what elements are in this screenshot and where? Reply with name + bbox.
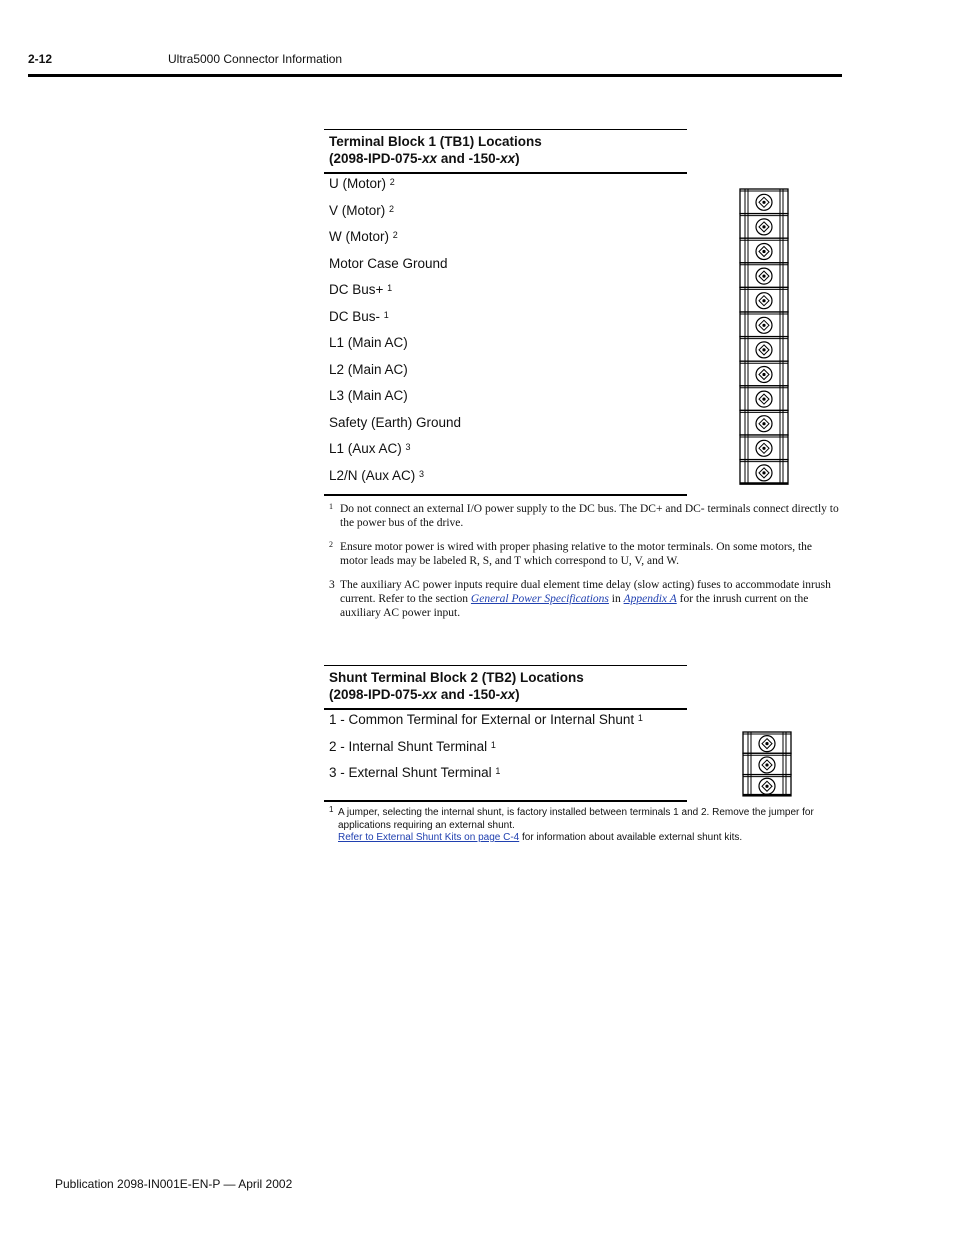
tb1-row: L1 (Aux AC) $^3$	[329, 441, 411, 456]
page-header	[28, 52, 842, 74]
tb1-title-line2: (2098-IPD-075-xx and -150-xx)	[329, 151, 520, 166]
terminal-cell	[740, 238, 788, 263]
tb2-title-line2: (2098-IPD-075-xx and -150-xx)	[329, 687, 520, 702]
tb1-row: DC Bus- $^1$	[329, 308, 389, 324]
tb2-table-bottom-rule	[324, 800, 687, 802]
tb1-terminal-strip-diagram	[738, 187, 790, 490]
screw-center	[762, 373, 765, 376]
page-number: 2-12	[28, 52, 53, 66]
terminal-cell	[740, 386, 788, 411]
terminal-cell	[740, 189, 788, 214]
tb2-terminal-list	[329, 710, 643, 790]
tb2-terminal-strip-diagram	[741, 730, 793, 798]
terminal-cell	[740, 361, 788, 386]
tb1-footnote-3: 3 The auxiliary AC power inputs require dual element time delay (slow acting) fuses to accommodate inrush current. Refer to the section General Power Specifications in Appendix A for the inrush current on the auxiliary AC power input.	[329, 579, 831, 619]
screw-center	[762, 250, 765, 253]
running-title: Ultra5000 Connector Information	[168, 52, 343, 66]
terminal-cell	[740, 287, 788, 312]
tb2-table-title	[324, 665, 687, 710]
terminal-cell	[740, 460, 788, 485]
tb1-table-title	[324, 129, 687, 174]
screw-center	[762, 348, 765, 351]
terminal-cell	[740, 435, 788, 460]
external-shunt-kits-link[interactable]: Refer to External Shunt Kits on page C-4	[338, 832, 520, 843]
terminal-cell	[743, 753, 791, 774]
terminal-cell	[740, 337, 788, 362]
tb1-footnote-1: 1 Do not connect an external I/O power supply to the DC bus. The DC+ and DC- terminals connect directly to the power bus of the drive.	[329, 502, 839, 529]
tb1-footnote-2: 2 Ensure motor power is wired with proper phasing relative to the motor terminals. On some motors, the motor leads may be labeled R, S, and T which correspond to U, V, and W.	[329, 540, 813, 567]
tb1-row: Safety (Earth) Ground	[329, 414, 462, 430]
screw-center	[762, 471, 765, 474]
terminal-cell	[740, 263, 788, 288]
tb1-row: V (Motor) $^2$	[329, 202, 395, 218]
screw-center	[765, 763, 768, 766]
screw-center	[765, 742, 768, 745]
screw-center	[762, 447, 765, 450]
tb1-row: W (Motor) $^2$	[329, 229, 398, 244]
tb1-row: Motor Case Ground	[329, 255, 448, 271]
appendix-a-link[interactable]: Appendix A	[623, 593, 677, 605]
tb1-row: L3 (Main AC)	[329, 388, 408, 403]
terminal-cell	[740, 214, 788, 239]
screw-center	[762, 201, 765, 204]
terminal-cell	[743, 775, 791, 796]
tb1-row: DC Bus+ $^1$	[329, 282, 393, 297]
screw-center	[762, 225, 765, 228]
tb2-title-line1: Shunt Terminal Block 2 (TB2) Locations	[329, 670, 584, 685]
tb1-row: L2/N (Aux AC) $^3$	[329, 467, 425, 483]
terminal-cell	[743, 732, 791, 753]
screw-center	[762, 398, 765, 401]
tb2-footnote: 1 A jumper, selecting the internal shunt, is factory installed between terminals 1 and 2. Remove the jumper for applications requiring an external shunt. Refer to External Shunt Kits on page C-4 for information about available external shunt kits.	[329, 805, 814, 843]
general-power-specifications-link[interactable]: General Power Specifications	[470, 593, 609, 605]
tb1-title-line1: Terminal Block 1 (TB1) Locations	[329, 134, 542, 149]
tb2-row: 1 - Common Terminal for External or Internal Shunt $^1$	[329, 712, 643, 727]
tb1-row: L1 (Main AC)	[329, 335, 408, 350]
screw-center	[762, 299, 765, 302]
tb1-row: U (Motor) $^2$	[329, 176, 395, 191]
tb1-table-bottom-rule	[324, 494, 687, 496]
screw-center	[762, 324, 765, 327]
header-rule	[28, 74, 842, 77]
terminal-cell	[740, 410, 788, 435]
screw-center	[765, 785, 768, 788]
screw-center	[762, 275, 765, 278]
tb2-row: 3 - External Shunt Terminal $^1$	[329, 765, 501, 780]
tb2-row: 2 - Internal Shunt Terminal $^1$	[329, 738, 496, 754]
terminal-cell	[740, 312, 788, 337]
screw-center	[762, 422, 765, 425]
tb1-row: L2 (Main AC)	[329, 361, 408, 377]
tb1-terminal-list	[329, 174, 461, 492]
publication-footer: Publication 2098-IN001E-EN-P — April 2002	[55, 1177, 293, 1191]
